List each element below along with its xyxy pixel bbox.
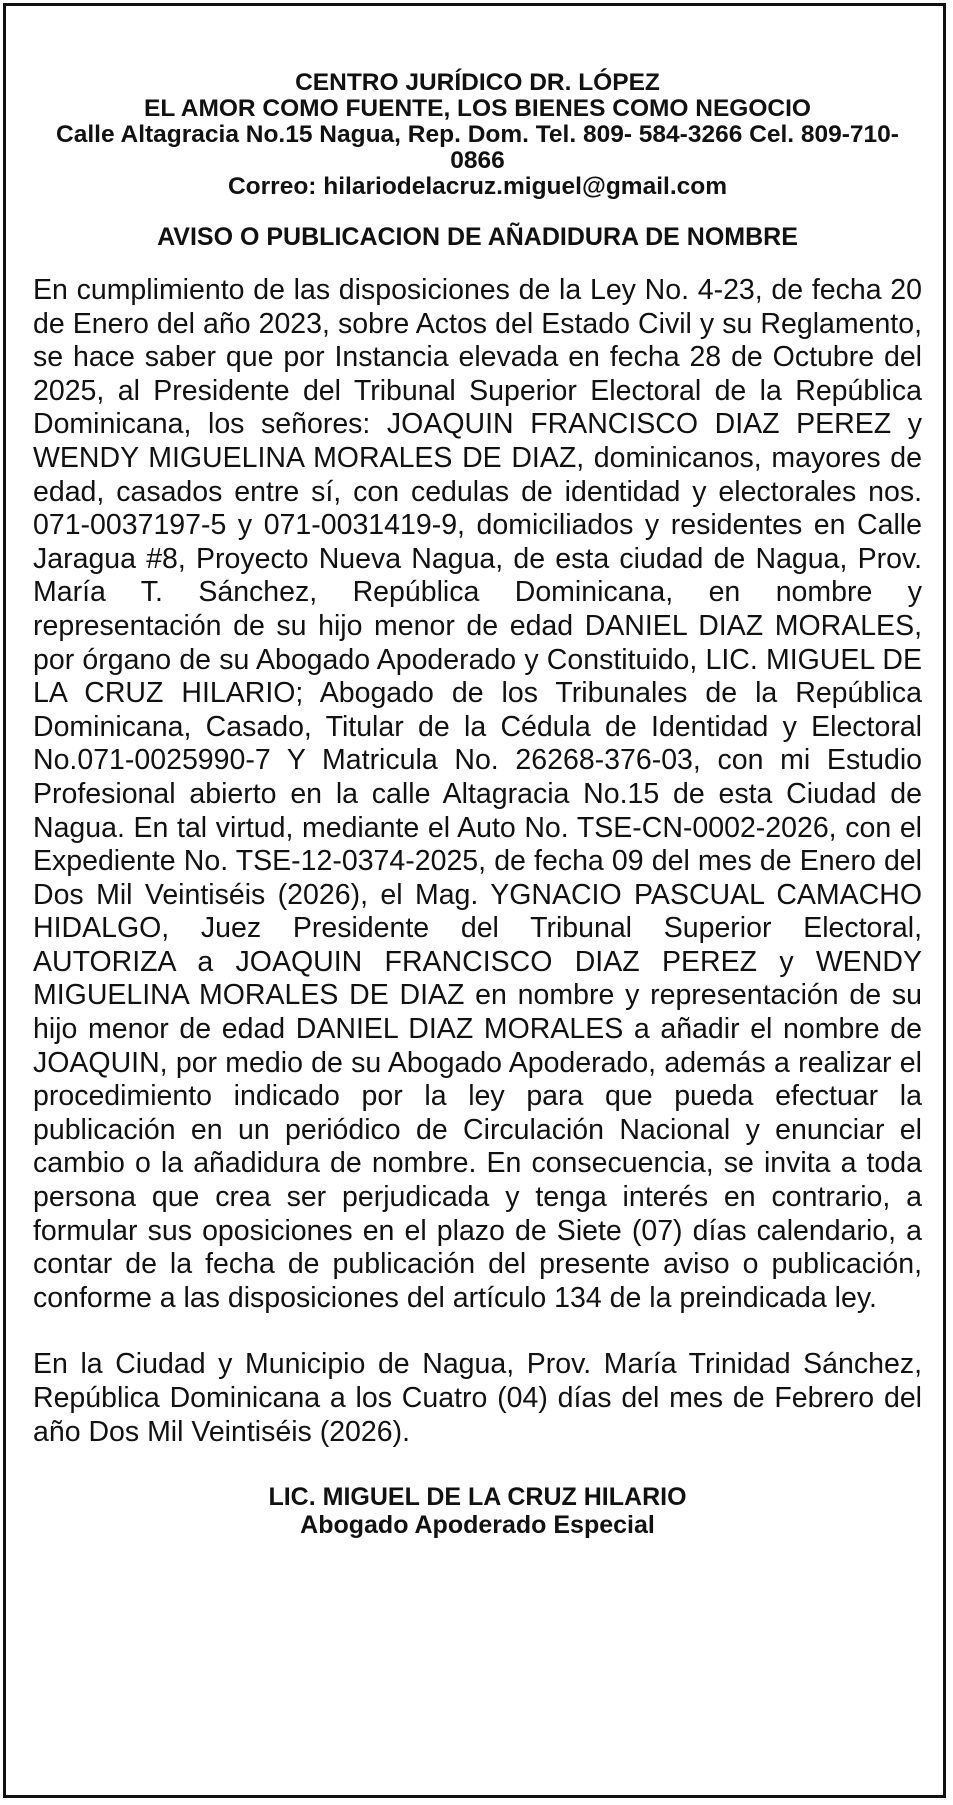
notice-body-paragraph: En cumplimiento de las disposiciones de la Ley No. 4-23, de fecha 20 de Enero del año 2023, sobre Actos del Estado Civil y su Reglamento, se hace saber que por Instancia elevada en fecha 28 de Octubre del 2025, al Presidente del Tribunal Superior Electoral de la República Dominicana, los señores: JOAQUIN FRANCISCO DIAZ PEREZ y WENDY MIGUELINA MORALES DE DIAZ, dominicanos, mayores de edad, casados entre sí, con cedulas de identidad y electorales nos. 071-0037197-5 y 071-0031419-9, domiciliados y residentes en Calle Jaragua #8, Proyecto Nueva Nagua, de esta ciudad de Nagua, Prov. María T. Sánchez, República Dominicana, en nombre y representación de su hijo menor de edad DANIEL DIAZ MORALES, por órgano de su Abogado Apoderado y Constituido, LIC. MIGUEL DE LA CRUZ HILARIO; Abogado de los Tribunales de la República Dominicana, Casado, Titular de la Cédula de Identidad y Electoral No.071-0025990-7 Y Matricula No. 26268-376-03, con mi Estudio Profesional abierto en la calle Altagracia No.15 de esta Ciudad de Nagua. En tal virtud, mediante el Auto No. TSE-CN-0002-2026, con el Expediente No. TSE-12-0374-2025, de fecha 09 del mes de Enero del Dos Mil Veintiséis (2026), el Mag. YGNACIO PASCUAL CAMACHO HIDALGO, Juez Presidente del Tribunal Superior Electoral, AUTORIZA a JOAQUIN FRANCISCO DIAZ PEREZ y WENDY MIGUELINA MORALES DE DIAZ en nombre y representación de su hijo menor de edad DANIEL DIAZ MORALES a añadir el nombre de JOAQUIN, por medio de su Abogado Apoderado, además a realizar el procedimiento indicado por la ley para que pueda efectuar la publicación en un periódico de Circulación Nacional y enunciar el cambio o la añadidura de nombre. En consecuencia, se invita a toda persona que crea ser perjudicada y tenga interés en contrario, a formular sus oposiciones en el plazo de Siete (07) días calendario, a contar de la fecha de publicación del presente aviso o publicación, conforme a las disposiciones del artículo 134 de la preindicada ley. <box>33 274 922 1314</box>
legal-notice <box>33 70 922 1539</box>
firm-address: Calle Altagracia No.15 Nagua, Rep. Dom. Tel. 809- 584-3266 Cel. 809-710-0866 <box>56 121 899 174</box>
firm-name: CENTRO JURÍDICO DR. LÓPEZ <box>295 69 660 96</box>
signer-role: Abogado Apoderado Especial <box>300 1511 655 1540</box>
notice-closing-paragraph: En la Ciudad y Municipio de Nagua, Prov. María Trinidad Sánchez, República Dominicana a los Cuatro (04) días del mes de Febrero del año Dos Mil Veintiséis (2026). <box>33 1348 922 1448</box>
letterhead <box>33 70 922 200</box>
signer-name: LIC. MIGUEL DE LA CRUZ HILARIO <box>268 1483 687 1512</box>
notice-title: AVISO O PUBLICACION DE AÑADIDURA DE NOMBRE <box>157 223 798 251</box>
firm-email: Correo: hilariodelacruz.miguel@gmail.com <box>227 173 728 200</box>
signature-block <box>33 1483 922 1539</box>
firm-motto: EL AMOR COMO FUENTE, LOS BIENES COMO NEGOCIO <box>144 95 811 122</box>
